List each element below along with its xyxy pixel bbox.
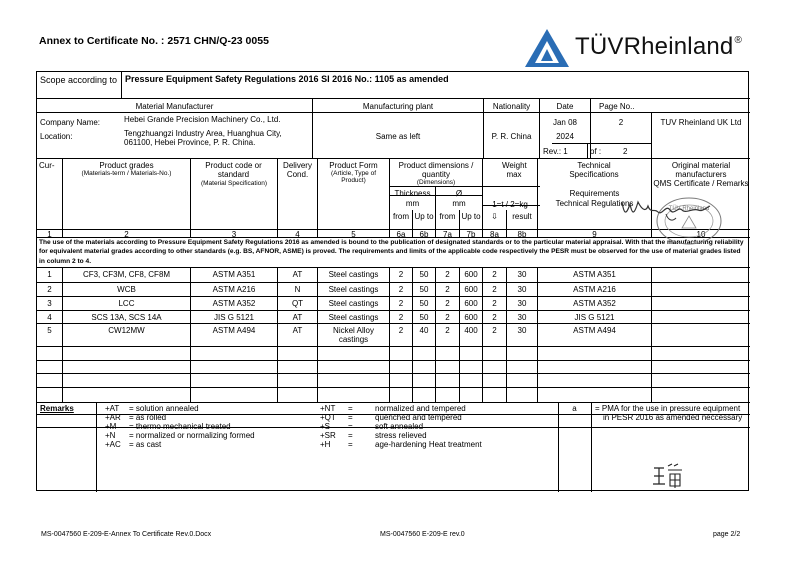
col-tech-reg: Technical Regulations: [555, 199, 634, 208]
col-from1: from: [393, 212, 409, 221]
date-line1: Jan 08: [552, 118, 578, 127]
notice-text: The use of the materials according to Pressure Equipment Safety Regulations 2016 as amended is bound to the publication of designated standards or to the particular material appraisal. With that the manufacturing reliability for equivalent material grades according to other standards (e.g. BS, AFNOR, ASME) is proved. The requirements and limits of the applicable code respectively the PESR must be observed for the use of material grades listed in column 2 to 4.: [39, 239, 744, 265]
scope-label: Scope according to: [40, 75, 118, 85]
col-mm2: mm: [452, 199, 466, 208]
col-orig: Original material manufacturers: [671, 161, 731, 179]
footer-right: page 2/2: [713, 531, 741, 538]
triangle-logo-icon: [523, 27, 571, 69]
of-value: 2: [623, 147, 628, 156]
manufacturer-header: Material Manufacturer: [135, 102, 214, 111]
remark-a-line1: = PMA for the use in pressure equipment: [595, 404, 741, 413]
col-form-sub: (Article, Type of Product): [330, 170, 377, 184]
colnum-7b: 7b: [466, 230, 476, 239]
col-weight-unit: 1=t / 2=kg: [492, 200, 528, 209]
colnum-7a: 7a: [443, 230, 452, 239]
footer-center: MS-0047560 E-209-E rev.0: [380, 531, 465, 538]
remark-a-line2: in PESR 2016 as amended neccessary: [603, 413, 743, 422]
of-label: of :: [590, 147, 602, 156]
col-form: Product Form: [329, 161, 378, 170]
col-dims: Product dimensions / quantity: [398, 161, 474, 179]
colnum-8a: 8a: [490, 230, 499, 239]
colnum-8b: 8b: [517, 230, 527, 239]
nationality-header: Nationality: [492, 102, 531, 111]
col-code: Product code or standard: [205, 161, 262, 179]
col-thickness: Thickness: [394, 189, 431, 198]
handwritten-mark: [650, 460, 686, 492]
scope-title: Pressure Equipment Safety Regulations 2016 SI 2016 No.: 1105 as amended: [125, 74, 449, 84]
company-label: Company Name:: [40, 118, 101, 127]
remarks-label: Remarks: [40, 404, 74, 413]
remark-a-label: a: [572, 404, 577, 413]
date-line2: 2024: [556, 132, 574, 141]
footer-left: MS-0047560 E-209-E-Annex To Certificate Rev.0.Docx: [41, 531, 212, 538]
colnum-5: 5: [351, 230, 356, 239]
col-upto1: Up to: [414, 212, 434, 221]
col-dims-sub: (Dimensions): [416, 179, 456, 186]
issuer: TUV Rheinland UK Ltd: [660, 118, 742, 127]
nationality-value: P. R. China: [491, 132, 532, 141]
col-qms: QMS Certificate / Remarks: [653, 179, 749, 188]
col-grades: Product grades: [99, 161, 154, 170]
colnum-6b: 6b: [419, 230, 429, 239]
col-tech: Technical Specifications: [569, 161, 619, 179]
location-line1: Tengzhuangzi Industry Area, Huanghua City,: [124, 129, 282, 138]
location-line2: 061100, Hebei Province, P. R. China.: [124, 138, 256, 147]
colnum-2: 2: [124, 230, 129, 239]
colnum-6a: 6a: [396, 230, 406, 239]
col-weight: Weight max: [502, 161, 527, 179]
plant-value: Same as left: [375, 132, 421, 141]
col-diameter: Ø: [455, 189, 463, 198]
colnum-4: 4: [295, 230, 300, 239]
company-value: Hebei Grande Precision Machinery Co., Ltd.: [124, 115, 281, 124]
certificate-table: Scope according to Pressure Equipment Safety Regulations 2016 SI 2016 No.: 1105 as amended Material Manufacturer Manufacturing plant Nationality Date Page No.. Company Name: Hebei Grande Precision Machinery Co., Ltd. Location: Tengzhuangzi Industry Area, Huanghua City, 061100, Hebei Province, P. R. China. Same as left P. R. China Jan 08 2024 2 TUV Rheinland UK Ltd Rev.: 1 of : 2 Cur- Product grades (Materials-term / Materials-No.) Product code or standard (Material Specification) Delivery Cond. Product Form (Article, Type of Product) Product dimensions / quantity (Dimensions) Thickness mm Ø mm from Up to from Up to Weight max 1=t / 2=kg ⇩ result Technical Specifications Requirements Technical Regulations Original material manufacturers QMS Certificate / Remarks 1 2 3 4 5 6a 6b 7a 7b 8a 8b 9 10 The use of the materials according to Pressure Equipment Safety Regulations 2016 as amended is bound to the publication of designated standards or to the particular material appraisal. With that the manufacturing reliability for equivalent material grades according to other standards (e.g. BS, AFNOR, ASME) is proved. The requirements and limits of the applicable code respectively the PESR must be observed for the use of material grades listed in column 2 to 4. 1 CF3, CF3M, CF8, CF8M ASTM A351 AT Steel castings 2 50 2 600 2 30 ASTM A351 2 WCB ASTM A216 N Steel castings 2 50 2 600 2 30 ASTM A216 3 LCC ASTM A352 QT Steel castings 2 50 2 600 2 30 ASTM A352 4 SCS 13A, SCS 14A JIS G 5121 AT Steel castings 2 50 2 600 2 30 JIS G 5121 5 CW12MW ASTM A494 AT Nickel Alloy castings 2 40 2 400 2 30 ASTM A494 Remarks +AT +AR +M +N +AC = solution annealed = as rolled = thermo mechanical treated = normalized or normalizing formed = as cast +NT +QT +S +SR +H = = = = = normalized and tempered quenched and tempered soft annealed stress relieved age-hardening Heat treatment a = PMA for the use in pressure equipment in PESR 2016 as amended neccessary: [36, 71, 749, 491]
location-label: Location:: [40, 132, 73, 141]
revision: Rev.: 1: [543, 147, 568, 156]
col-grades-sub: (Materials-term / Materials-No.): [81, 170, 172, 177]
page-number: 2: [618, 118, 624, 127]
colnum-1: 1: [47, 230, 52, 239]
colnum-9: 9: [592, 230, 597, 239]
down-arrow-icon: ⇩: [491, 212, 498, 221]
annex-title: Annex to Certificate No. : 2571 CHN/Q-23 0055: [39, 35, 269, 47]
col-from2: from: [439, 212, 456, 221]
col-upto2: Up to: [461, 212, 481, 221]
col-cur: Cur-: [39, 161, 55, 170]
col-result: result: [512, 212, 532, 221]
tuv-logo: [523, 27, 763, 69]
logo-text: TÜVRheinland®: [575, 33, 743, 60]
signature: [618, 196, 714, 224]
svg-text:TÜV Rheinland: TÜV Rheinland: [668, 206, 710, 212]
col-delivery: Delivery Cond.: [283, 161, 312, 179]
colnum-10: 10: [696, 230, 706, 239]
page-no-header: Page No..: [599, 102, 635, 111]
col-req: Requirements: [569, 189, 620, 198]
date-header: Date: [556, 102, 574, 111]
plant-header: Manufacturing plant: [362, 102, 434, 111]
col-mm1: mm: [405, 199, 420, 208]
colnum-3: 3: [231, 230, 237, 239]
col-code-sub: (Material Specification): [200, 180, 268, 187]
